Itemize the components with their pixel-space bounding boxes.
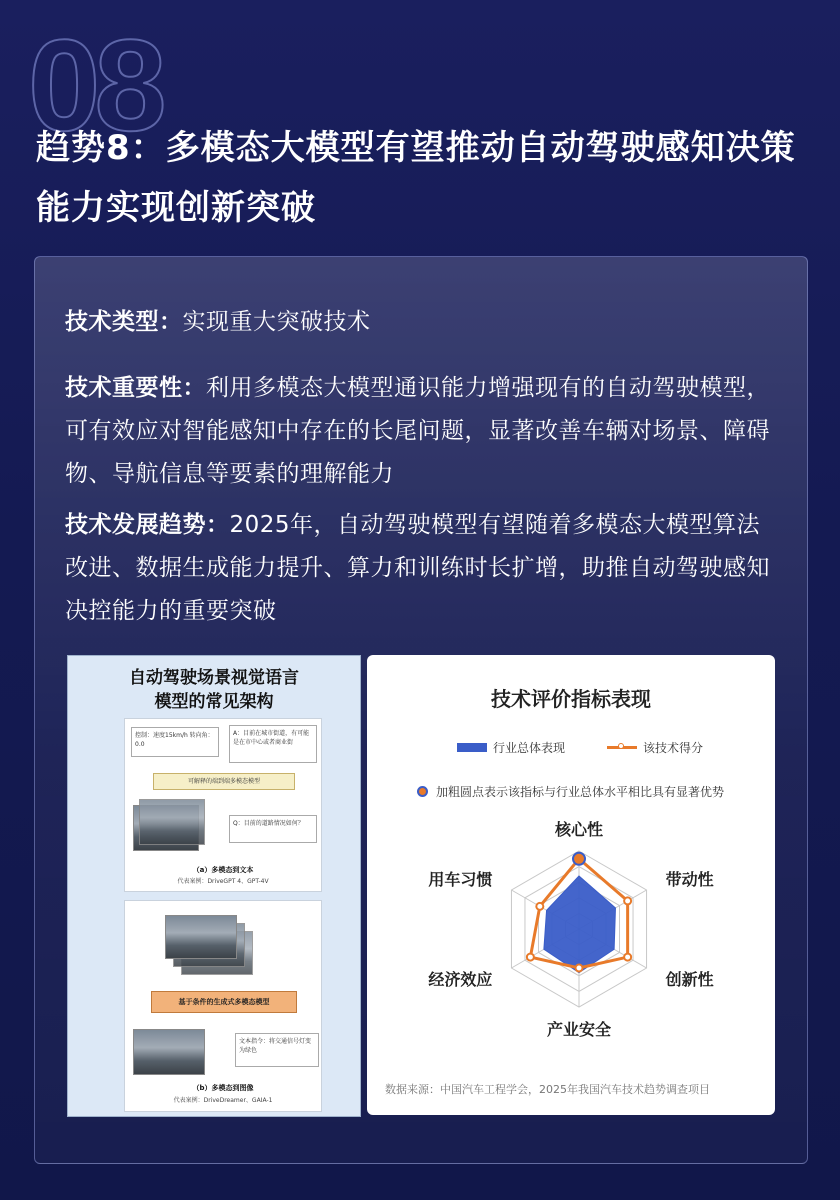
chart-title: 技术评价指标表现 bbox=[491, 687, 651, 711]
tech-trend-text: 2025年，自动驾驶模型有望随着多模态大模型算法改进、数据生成能力提升、算力和训练时长扩增，助推自动驾驶感知决控能力的重要突破 bbox=[65, 512, 770, 624]
instruction-box: 文本指令：将交通信号灯变为绿色 bbox=[235, 1033, 319, 1067]
series-tech-point bbox=[527, 954, 534, 961]
legend-line-swatch bbox=[607, 746, 637, 749]
input-photo bbox=[133, 1029, 205, 1075]
interpretable-model-box: 可解释的端到端多模态模型 bbox=[153, 773, 295, 790]
tech-type-text: 实现重大突破技术 bbox=[182, 309, 371, 335]
series-tech-point-highlight bbox=[573, 853, 585, 865]
radar-category-label: 创新性 bbox=[665, 970, 714, 989]
highlight-dot-icon bbox=[417, 786, 428, 797]
radar-category-label: 核心性 bbox=[554, 820, 604, 839]
series-tech-point bbox=[536, 903, 543, 910]
highlight-note-text: 加粗圆点表示该指标与行业总体水平相比具有显著优势 bbox=[436, 785, 725, 799]
tech-importance-text: 利用多模态大模型通识能力增强现有的自动驾驶模型，可有效应对智能感知中存在的长尾问题，显著改善车辆对场景、障碍物、导航信息等要素的理解能力 bbox=[65, 375, 770, 487]
legend-industry-label: 行业总体表现 bbox=[493, 741, 566, 755]
conditional-model-box: 基于条件的生成式多模态模型 bbox=[151, 991, 297, 1013]
legend-bar-swatch bbox=[457, 743, 487, 752]
radar-category-label: 带动性 bbox=[665, 870, 714, 889]
radar-category-label: 用车习惯 bbox=[428, 870, 493, 889]
question-box: Q：目前的道路情况如何？ bbox=[229, 815, 317, 843]
answer-box: A：目前在城市街道，有可能是在市中心或者商业街 bbox=[229, 725, 317, 763]
fig-b-example: 代表案例：DriveDreamer、GAIA-1 bbox=[173, 1097, 273, 1104]
data-source: 数据来源：中国汽车工程学会，2025年我国汽车技术趋势调查项目 bbox=[385, 1083, 710, 1096]
fig-b-caption: （b）多模态到图像 bbox=[192, 1084, 254, 1092]
series-tech-point bbox=[624, 897, 631, 904]
figure-multimodal-to-text bbox=[124, 718, 322, 892]
radar-category-label: 经济效应 bbox=[428, 970, 493, 989]
tech-importance-paragraph bbox=[65, 367, 781, 496]
fig-a-caption: （a）多模态到文本 bbox=[192, 866, 254, 874]
fig-a-example: 代表案例：DriveGPT 4、GPT-4V bbox=[177, 878, 269, 885]
architecture-title: 自动驾驶场景视觉语言 模型的常见架构 bbox=[129, 668, 299, 712]
tech-trend-label: 技术发展趋势： bbox=[65, 512, 230, 538]
legend-tech-label: 该技术得分 bbox=[643, 741, 704, 755]
figure-multimodal-to-image bbox=[124, 900, 322, 1112]
content-card bbox=[34, 256, 808, 1164]
series-tech-point bbox=[624, 954, 631, 961]
highlight-note bbox=[417, 783, 724, 800]
radar-chart bbox=[367, 801, 775, 1101]
tech-trend-paragraph bbox=[65, 504, 781, 633]
legend-industry bbox=[457, 739, 565, 756]
tech-type-label: 技术类型： bbox=[65, 309, 183, 335]
page-title: 趋势8：多模态大模型有望推动自动驾驶感知决策能力实现创新突破 bbox=[36, 128, 796, 228]
control-output-box: 控制：速度15km/h 转向角：0.0 bbox=[131, 727, 219, 757]
street-photo bbox=[139, 799, 205, 845]
series-tech-point bbox=[576, 965, 583, 972]
tech-type-paragraph bbox=[65, 301, 781, 344]
architecture-figure bbox=[67, 655, 361, 1117]
generated-image bbox=[165, 915, 237, 959]
evaluation-chart-panel bbox=[367, 655, 775, 1115]
section-number: 08 bbox=[28, 12, 161, 158]
tech-importance-label: 技术重要性： bbox=[65, 375, 206, 401]
radar-category-label: 产业安全 bbox=[546, 1020, 612, 1039]
legend-tech bbox=[607, 739, 703, 756]
